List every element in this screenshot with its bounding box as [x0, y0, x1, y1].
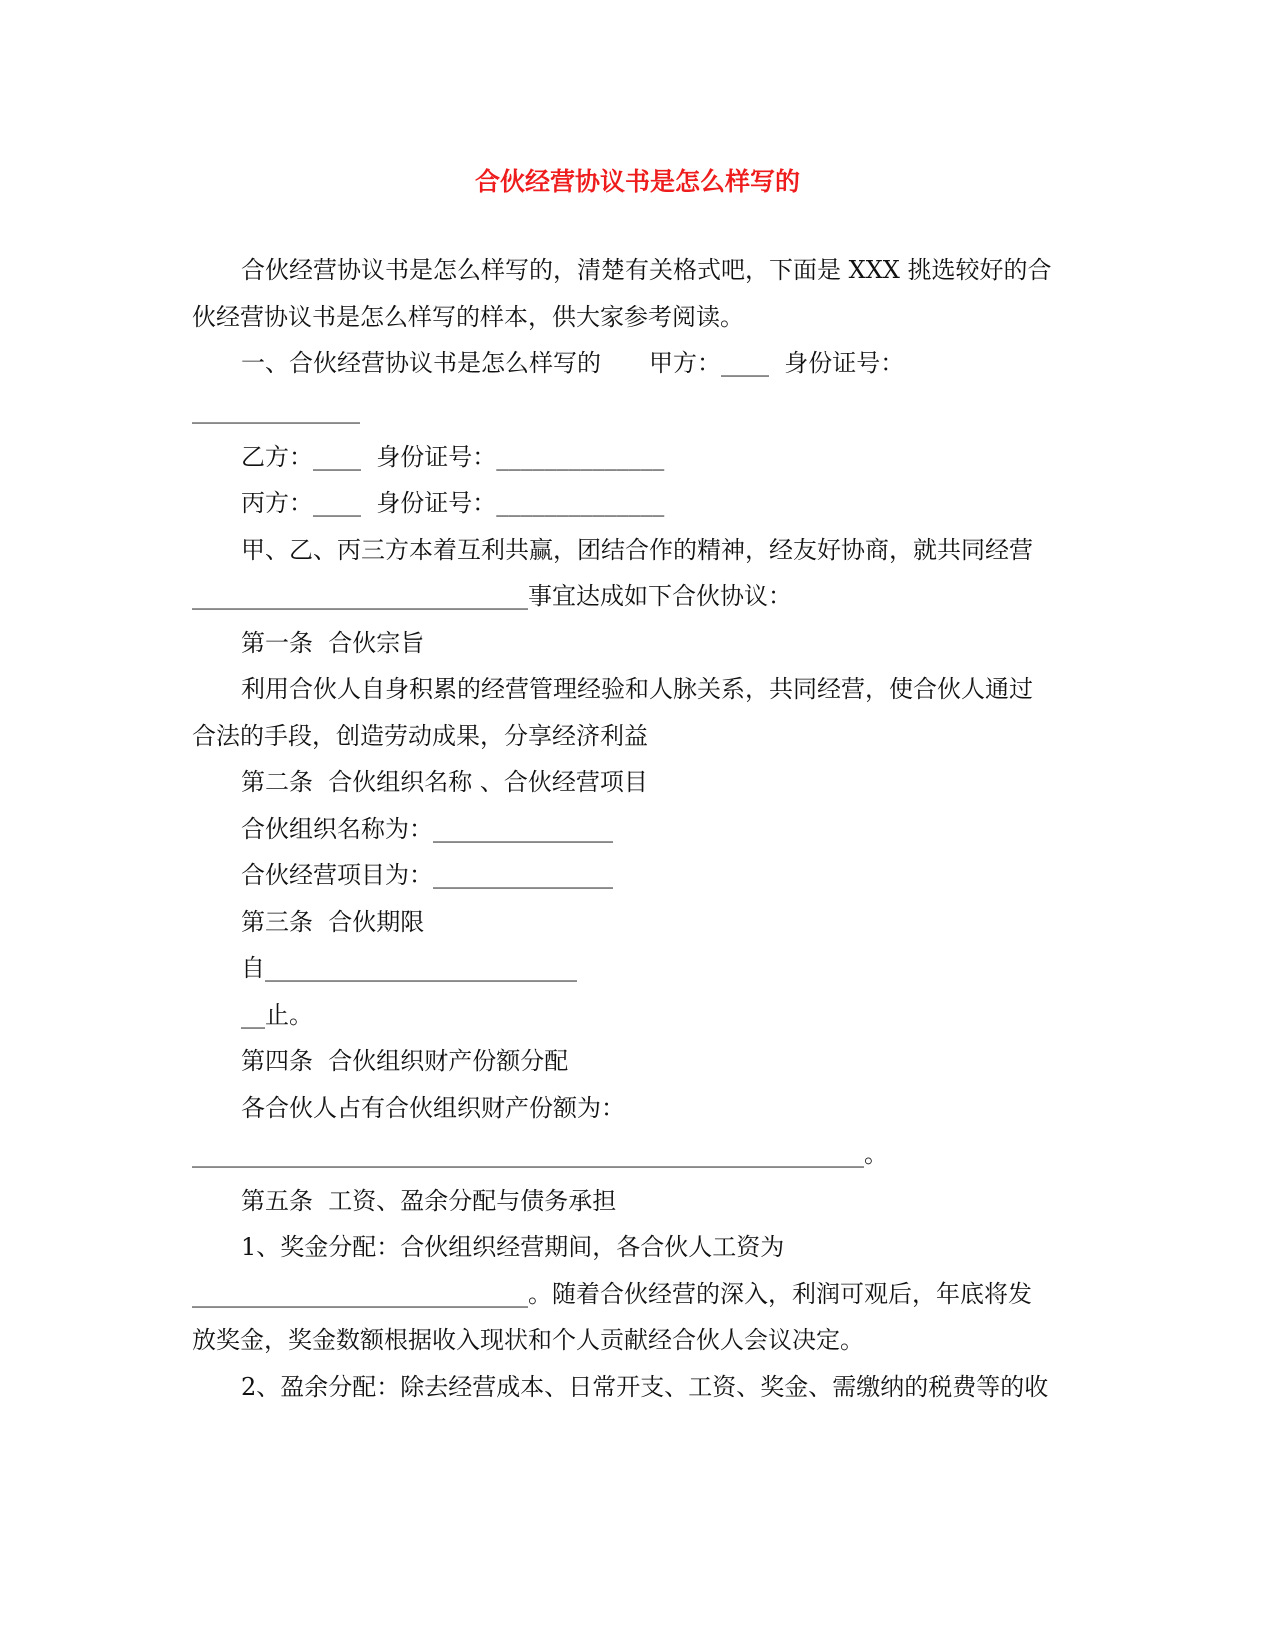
article-3-heading: 第三条 合伙期限: [241, 908, 425, 936]
article-3-until: __止。: [241, 1001, 313, 1029]
article-2-heading: 第二条 合伙组织名称 、合伙经营项目: [241, 768, 648, 796]
article-5-item-1: 1、奖金分配：合伙组织经营期间，各合伙人工资为: [241, 1233, 785, 1261]
article-3-from: 自__________________________: [241, 954, 577, 982]
article-5-heading: 第五条 工资、盈余分配与债务承担: [241, 1187, 617, 1215]
article-5-item-2: 2、盈余分配：除去经营成本、日常开支、工资、奖金、需缴纳的税费等的收: [241, 1373, 1049, 1401]
party-c-line: 丙方：____ 身份证号：______________: [241, 489, 665, 517]
article-2-name: 合伙组织名称为：_______________: [241, 815, 613, 843]
document-title: 合伙经营协议书是怎么样写的: [474, 167, 800, 196]
preamble-line-1: 甲、乙、丙三方本着互利共赢，团结合作的精神，经友好协商，就共同经营: [241, 536, 1033, 564]
article-4-heading: 第四条 合伙组织财产份额分配: [241, 1047, 569, 1075]
article-1-line-2: 合法的手段，创造劳动成果，分享经济利益: [192, 722, 648, 750]
article-1-heading: 第一条 合伙宗旨: [241, 629, 425, 657]
article-1-line-1: 利用合伙人自身积累的经营管理经验和人脉关系，共同经营，使合伙人通过: [241, 675, 1033, 703]
intro-line-1: 合伙经营协议书是怎么样写的，清楚有关格式吧，下面是 XXX 挑选较好的合: [241, 256, 1052, 284]
preamble-line-2: ____________________________事宜达成如下合伙协议：: [192, 582, 792, 610]
article-4-line-1: 各合伙人占有合伙组织财产份额为：: [241, 1094, 625, 1122]
party-b-line: 乙方：____ 身份证号：______________: [241, 443, 665, 471]
party-a-line: 一、合伙经营协议书是怎么样写的 甲方：____ 身份证号：: [241, 349, 905, 377]
article-4-blank: ________________________________________________________。: [192, 1140, 888, 1168]
article-5-item-1-l2: ____________________________。随着合伙经营的深入，利润可观后，年底将发: [192, 1280, 1032, 1308]
party-a-id-blank: ______________: [192, 396, 360, 424]
intro-line-2: 伙经营协议书是怎么样写的样本，供大家参考阅读。: [192, 303, 744, 331]
article-5-item-1-l3: 放奖金，奖金数额根据收入现状和个人贡献经合伙人会议决定。: [192, 1326, 864, 1354]
article-2-project: 合伙经营项目为：_______________: [241, 861, 613, 889]
